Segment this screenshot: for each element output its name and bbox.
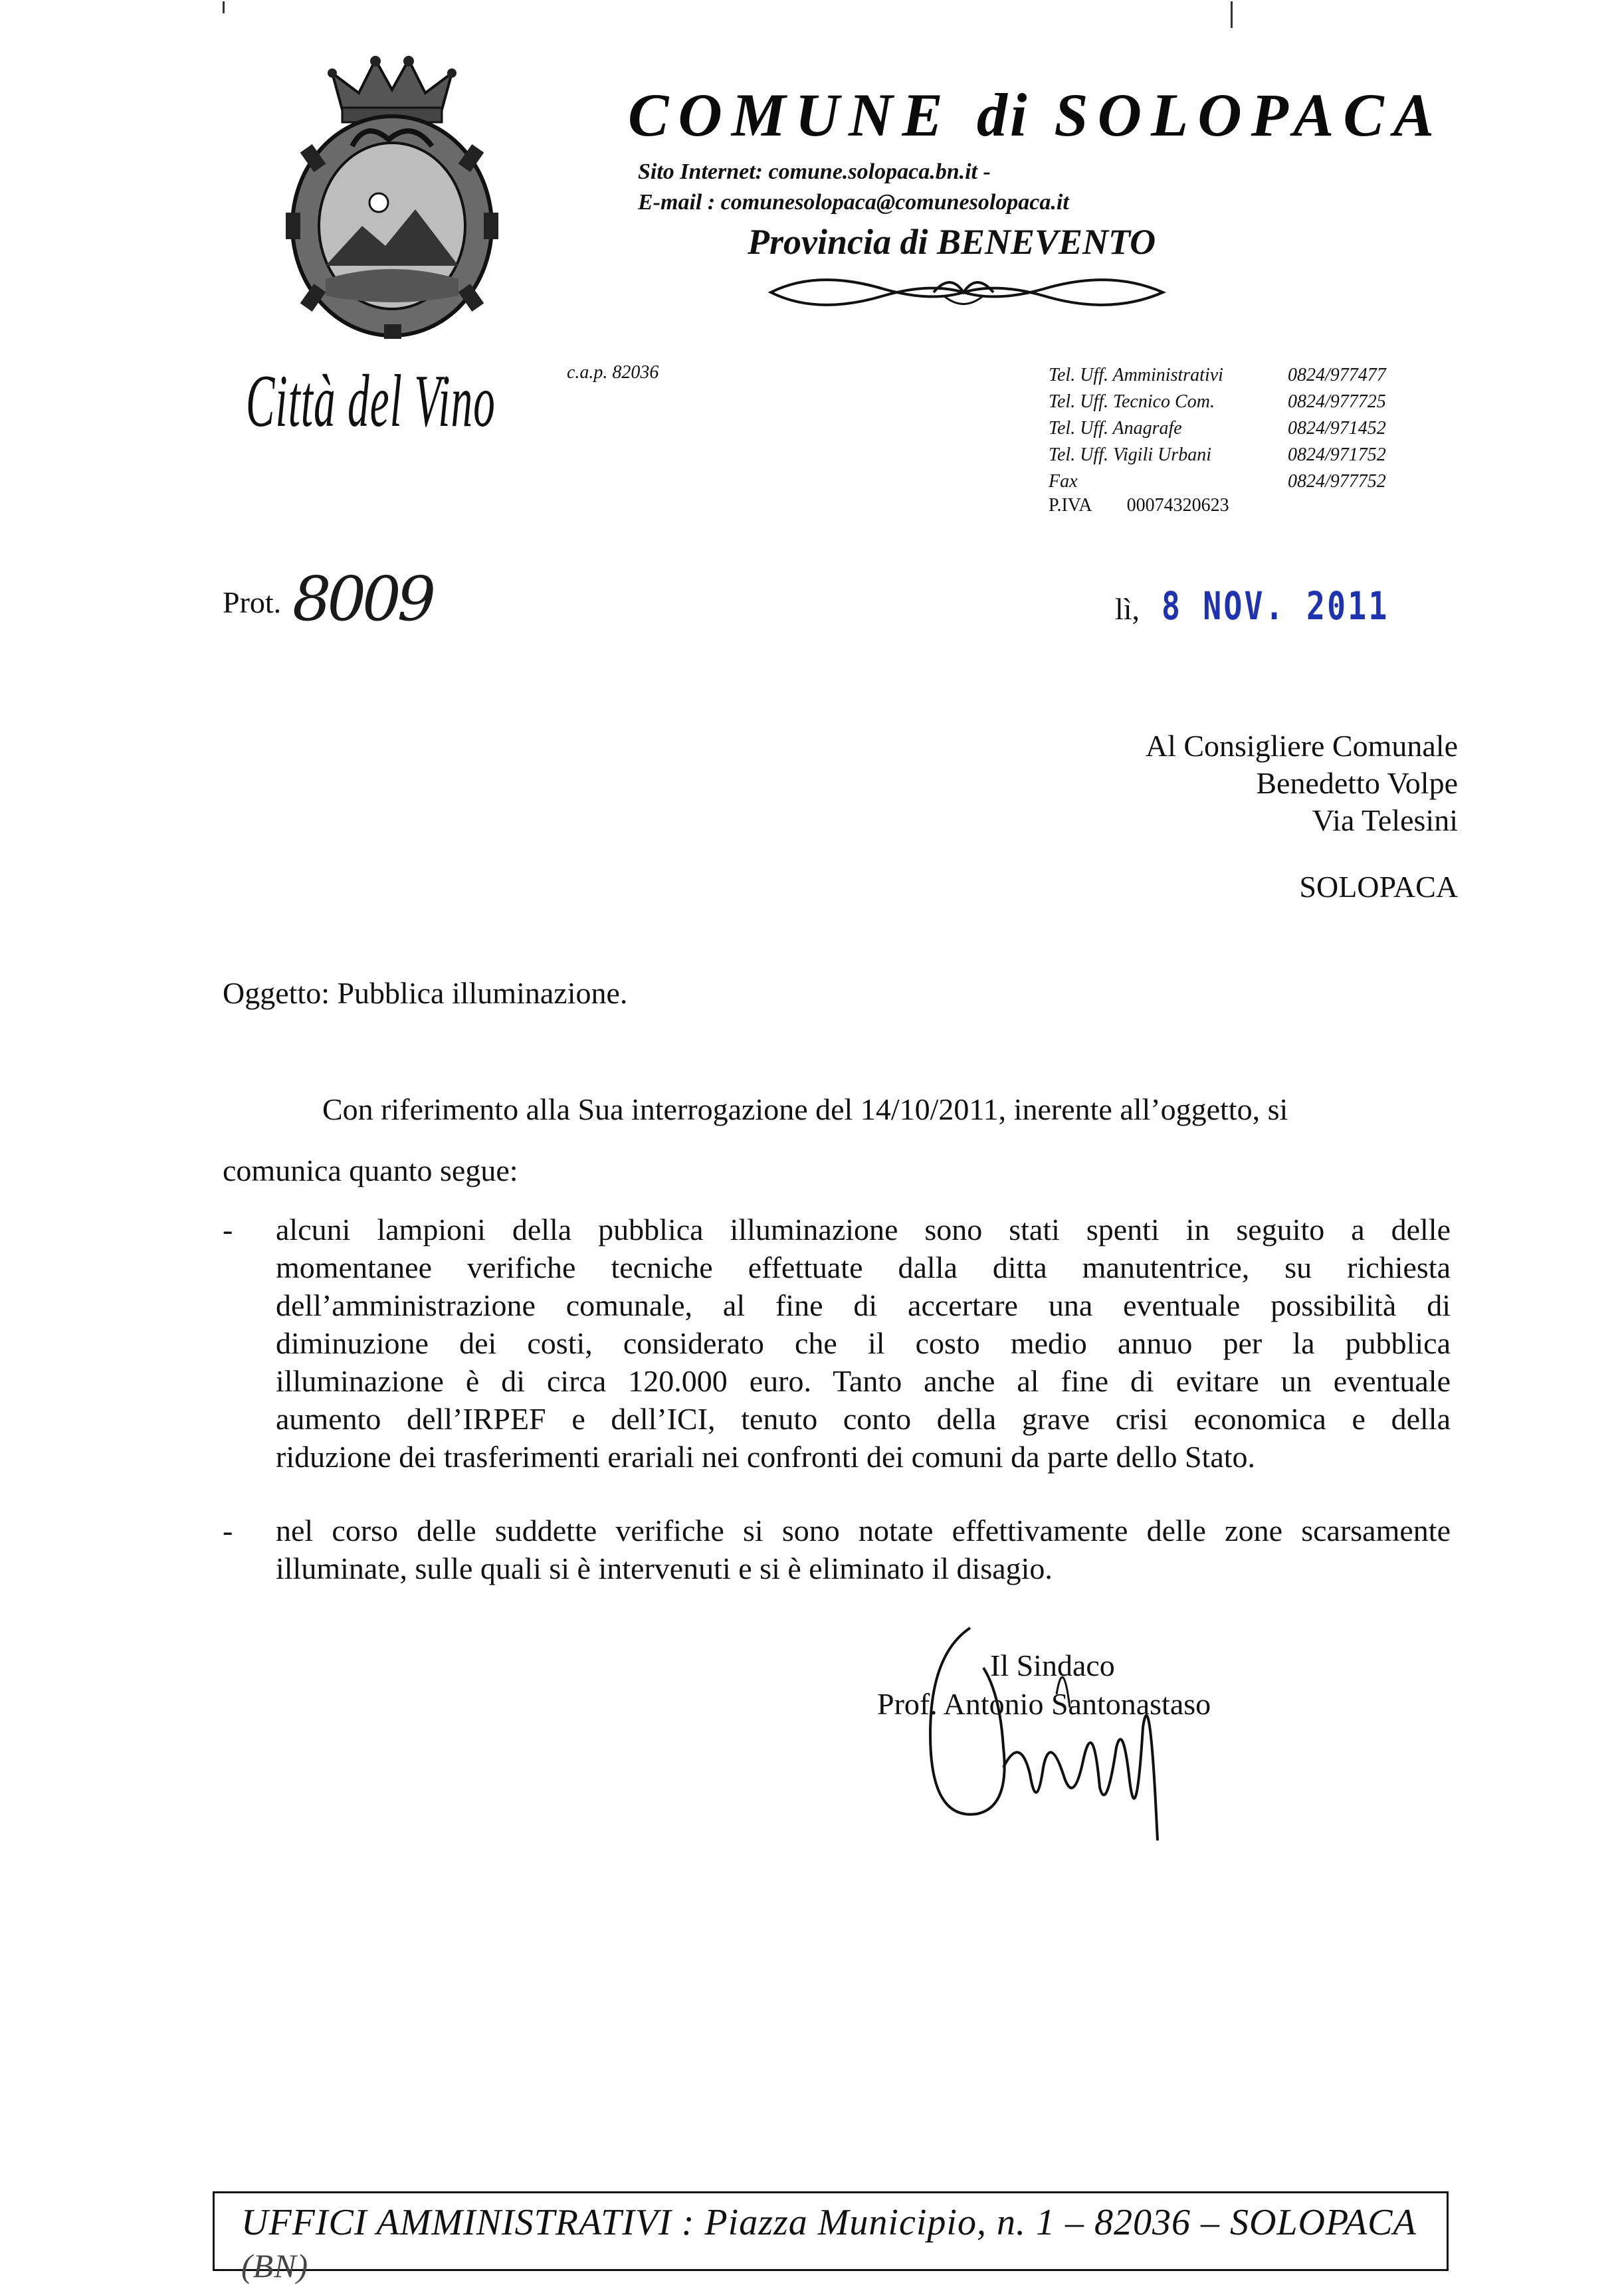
municipality-title: [628, 80, 1443, 150]
date-label: lì,: [1115, 592, 1140, 626]
recipient-address: [1146, 728, 1458, 906]
postal-code: c.a.p. 82036: [567, 362, 659, 383]
footer-text: UFFICI AMMINISTRATIVI : Piazza Municipio, n. 1 – 82036 – SOLOPACA: [241, 2202, 1417, 2243]
contact-row: [1049, 362, 1447, 389]
contact-row: [1049, 415, 1447, 442]
email-line: E-mail : comunesolopaca@comunesolopaca.it: [638, 190, 1069, 215]
protocol-number-handwritten: 8009: [292, 563, 433, 635]
contact-label: Tel. Uff. Amministrativi: [1049, 365, 1223, 385]
bullet-dash: -: [223, 1514, 233, 1547]
protocol-label: Prot.: [223, 585, 282, 619]
coat-of-arms-emblem: [279, 47, 505, 339]
bullet-line: aumento dell’IRPEF e dell’ICI, tenuto conto della grave crisi economica e della: [276, 1402, 1451, 1436]
recipient-name: Benedetto Volpe: [1256, 766, 1458, 800]
footer-cut-text: (BN): [241, 2247, 309, 2284]
contact-number: 0824/977752: [1288, 471, 1386, 492]
recipient-role: Al Consigliere Comunale: [1145, 729, 1458, 763]
bullet-line: dell’amministrazione comunale, al fine di accertare una eventuale possibilità di: [276, 1288, 1451, 1322]
vat-value: 00074320623: [1126, 495, 1229, 516]
bullet-line: momentanee verifiche tecniche effettuate dalla ditta manutentrice, su richiesta: [276, 1250, 1451, 1284]
bullet-text: [276, 1512, 1451, 1587]
contact-label: Tel. Uff. Anagrafe: [1049, 418, 1182, 439]
body-intro-line-1: Con riferimento alla Sua interrogazione del 14/10/2011, inerente all’oggetto, si: [322, 1092, 1288, 1126]
date-stamp: 8 NOV. 2011: [1162, 583, 1389, 629]
vat-number: [1049, 495, 1229, 516]
title-comune: COMUNE: [628, 81, 952, 149]
contact-row: [1049, 468, 1447, 495]
recipient-street: Via Telesini: [1312, 803, 1458, 837]
citta-del-vino-label: Città del Vino: [246, 360, 496, 443]
body-bullet-2: [223, 1512, 1459, 1591]
contact-row: [1049, 389, 1447, 415]
body-bullet-1: [223, 1211, 1459, 1490]
body-intro-line-2: comunica quanto segue:: [223, 1153, 518, 1187]
contact-label: Tel. Uff. Tecnico Com.: [1049, 391, 1215, 412]
contact-table: [1049, 362, 1447, 495]
scan-mark: [223, 1, 225, 13]
contact-label: Tel. Uff. Vigili Urbani: [1049, 445, 1212, 465]
contact-row: [1049, 442, 1447, 468]
contact-number: 0824/977725: [1288, 391, 1386, 412]
bullet-line: illuminate, sulle quali si è intervenuti e si è eliminato il disagio.: [276, 1551, 1053, 1585]
bullet-line: illuminazione è di circa 120.000 euro. Tanto anche al fine di evitare un eventuale: [276, 1364, 1451, 1398]
contact-number: 0824/971752: [1288, 445, 1386, 465]
title-solopaca: SOLOPACA: [1054, 81, 1444, 149]
bullet-line: alcuni lampioni della pubblica illuminazione sono stati spenti in seguito a delle: [276, 1213, 1451, 1246]
bullet-dash: -: [223, 1213, 233, 1246]
bullet-line: diminuzione dei costi, considerato che il costo medio annuo per la pubblica: [276, 1326, 1451, 1360]
ornamental-flourish: [764, 266, 1169, 319]
signatory-name: Prof. Antonio Santonastaso: [877, 1687, 1211, 1721]
vat-label: P.IVA: [1049, 495, 1092, 516]
signatory-title: Il Sindaco: [990, 1648, 1115, 1682]
handwritten-signature: [904, 1615, 1196, 1854]
scan-mark: [1231, 1, 1233, 28]
bullet-text: [276, 1211, 1451, 1476]
bullet-line: nel corso delle suddette verifiche si sono notate effettivamente delle zone scarsamente: [276, 1514, 1451, 1547]
website-line: Sito Internet: comune.solopaca.bn.it -: [638, 159, 991, 184]
contact-label: Fax: [1049, 471, 1078, 492]
bullet-line: riduzione dei trasferimenti erariali nei confronti dei comuni da parte dello Stato.: [276, 1440, 1256, 1474]
subject-line: Oggetto: Pubblica illuminazione.: [223, 976, 628, 1010]
contact-number: 0824/977477: [1288, 365, 1386, 385]
contact-number: 0824/971452: [1288, 418, 1386, 439]
province-line: Provincia di BENEVENTO: [748, 222, 1156, 262]
recipient-city: SOLOPACA: [1299, 870, 1458, 904]
title-di: di: [976, 81, 1030, 149]
footer-address-box: [213, 2191, 1449, 2284]
